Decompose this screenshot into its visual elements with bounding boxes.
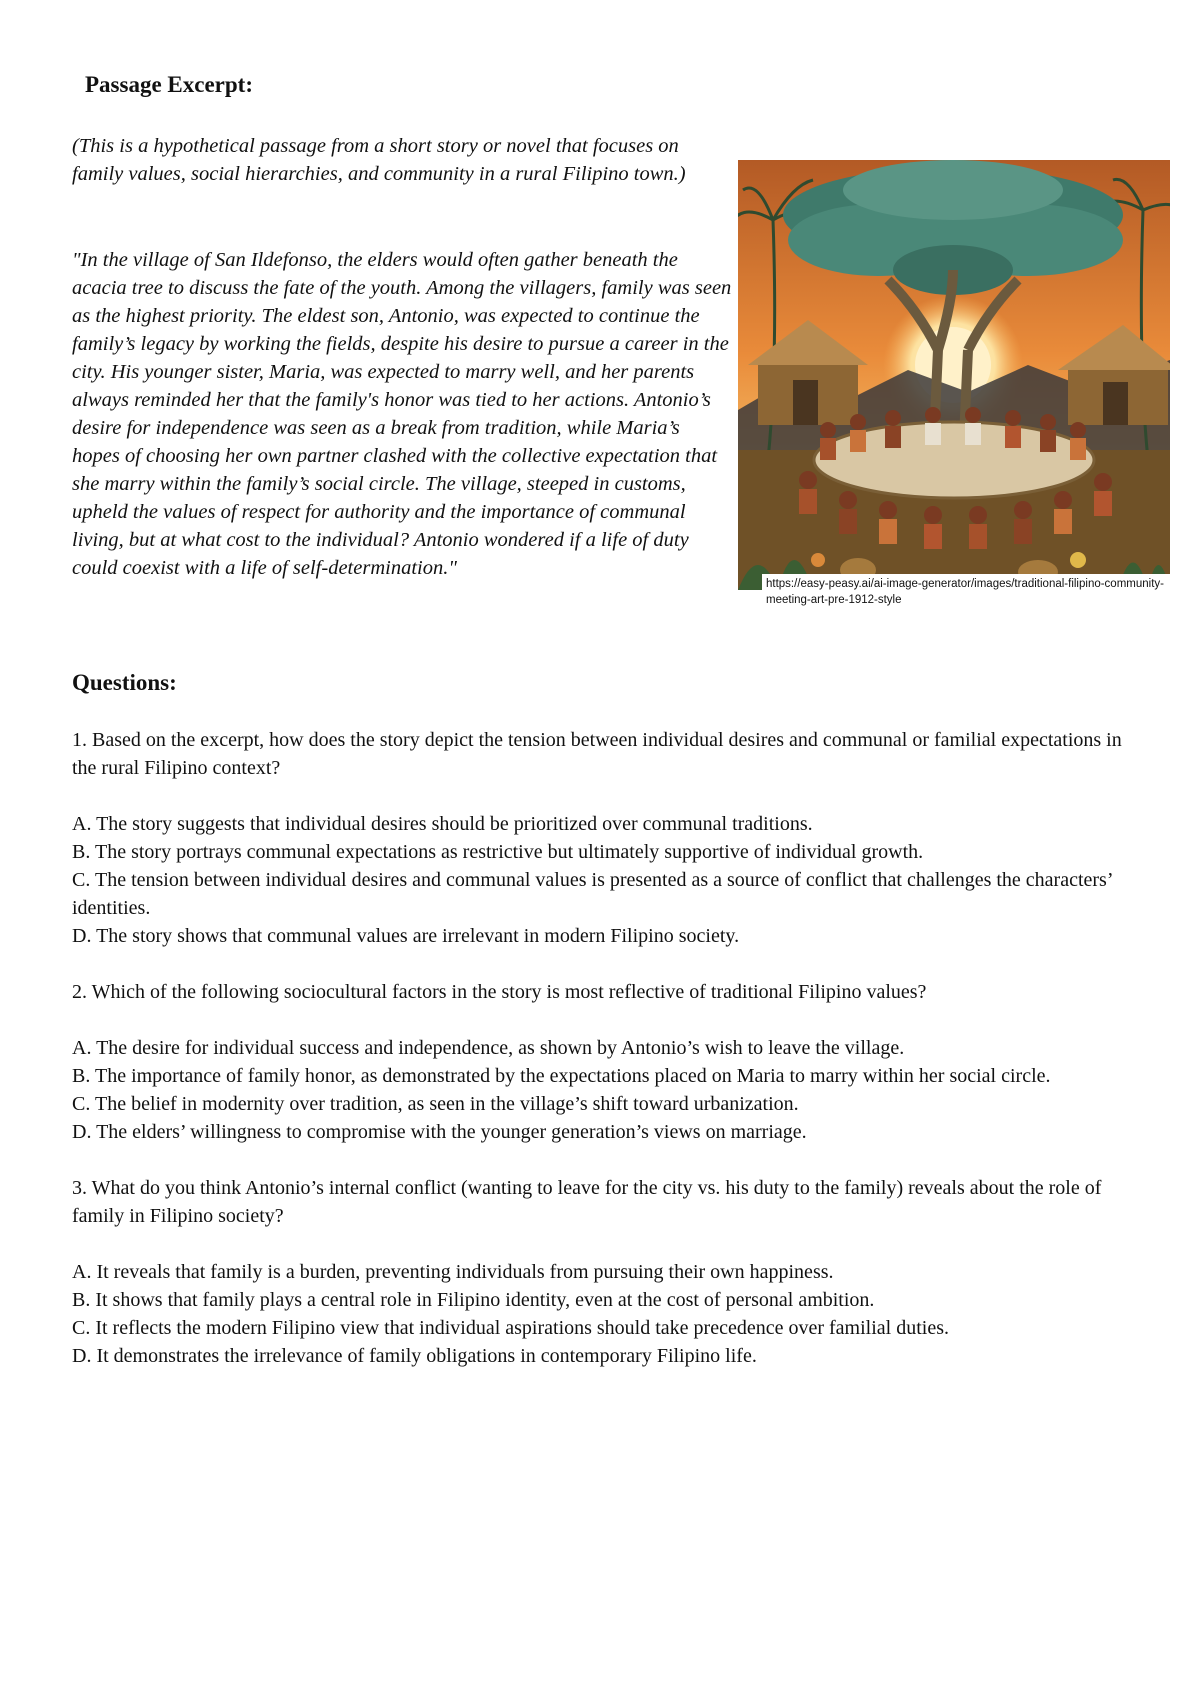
option: B. The story portrays communal expectations as restrictive but ultimately supportive of individual growth. [72, 841, 924, 863]
image-source-caption: https://easy-peasy.ai/ai-image-generator/images/traditional-filipino-community-meeting-art-pre-1912-style [762, 574, 1174, 610]
question-2-options [72, 1034, 1132, 1146]
questions-heading: Questions: [72, 670, 177, 695]
option: C. It reflects the modern Filipino view that individual aspirations should take precedence over familial duties. [72, 1317, 949, 1339]
option: A. It reveals that family is a burden, preventing individuals from pursuing their own happiness. [72, 1261, 834, 1283]
passage-intro: (This is a hypothetical passage from a short story or novel that focuses on family values, social hierarchies, and community in a rural Filipino town.) [72, 135, 686, 185]
option: A. The desire for individual success and independence, as shown by Antonio’s wish to leave the village. [72, 1037, 905, 1059]
questions-list [72, 726, 1132, 1398]
option: C. The tension between individual desires and communal values is presented as a source of conflict that challenges the characters’ identities. [72, 869, 1113, 919]
option: D. It demonstrates the irrelevance of family obligations in contemporary Filipino life. [72, 1345, 757, 1367]
passage-text: "In the village of San Ildefonso, the elders would often gather beneath the acacia tree to discuss the fate of the youth. Among the villagers, family was seen as the highest priority. The eldest son, Antonio, was expected to continue the family’s legacy by working the fields, despite his desire to pursue a career in the city. His younger sister, Maria, was expected to marry well, and her parents always reminded her that the family's honor was tied to her actions. Antonio’s desire for independence was seen as a break from tradition, while Maria’s hopes of choosing her own partner clashed with the collective expectation that she marry within the family’s social circle. The village, steeped in customs, upheld the values of respect for authority and the importance of communal living, but at what cost to the individual? Antonio wondered if a life of duty could coexist with a life of self-determination." [72, 249, 732, 579]
question-3-options [72, 1258, 1132, 1370]
question-1: 1. Based on the excerpt, how does the story depict the tension between individual desires and communal or familial expectations in the rural Filipino context? [72, 729, 1122, 779]
option: B. It shows that family plays a central role in Filipino identity, even at the cost of personal ambition. [72, 1289, 875, 1311]
question-1-options [72, 810, 1132, 950]
option: D. The elders’ willingness to compromise with the younger generation’s views on marriage. [72, 1121, 807, 1143]
option: A. The story suggests that individual desires should be prioritized over communal traditions. [72, 813, 813, 835]
option: D. The story shows that communal values are irrelevant in modern Filipino society. [72, 925, 740, 947]
question-2: 2. Which of the following sociocultural factors in the story is most reflective of traditional Filipino values? [72, 981, 927, 1003]
option: B. The importance of family honor, as demonstrated by the expectations placed on Maria to marry within her social circle. [72, 1065, 1051, 1087]
option: C. The belief in modernity over tradition, as seen in the village’s shift toward urbanization. [72, 1093, 799, 1115]
passage-heading: Passage Excerpt: [85, 72, 253, 97]
village-meeting-illustration [738, 160, 1170, 590]
question-3: 3. What do you think Antonio’s internal conflict (wanting to leave for the city vs. his duty to the family) reveals about the role of family in Filipino society? [72, 1177, 1102, 1227]
